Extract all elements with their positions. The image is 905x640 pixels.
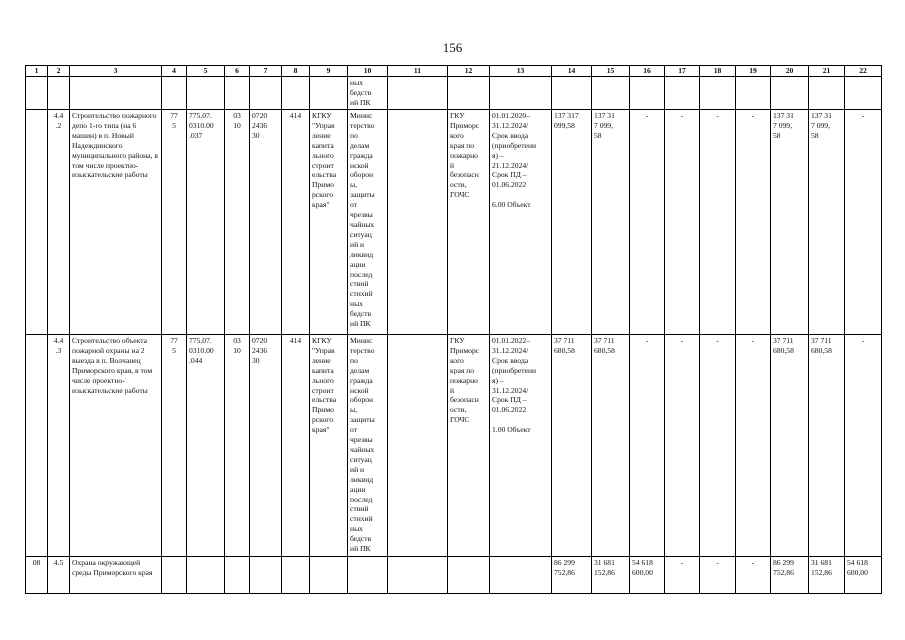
column-header-20: 20 [771,66,809,77]
column-header-15: 15 [592,66,630,77]
column-header-5: 5 [187,66,225,77]
cell-col-22: 54 618 600,00 [845,557,882,594]
cell-col-3: Охрана окружающей среды Приморского края [70,557,162,594]
carry-cell-18 [700,77,736,110]
cell-col-2: 4.4 .3 [48,335,70,557]
column-header-8: 8 [282,66,310,77]
cell-col-5 [187,557,225,594]
cell-col-4: 77 5 [162,335,187,557]
cell-col-1: 08 [26,557,48,594]
cell-col-17: - [665,335,700,557]
column-header-21: 21 [809,66,845,77]
cell-col-8: 414 [282,110,310,335]
carry-cell-3 [70,77,162,110]
cell-col-6: 03 10 [225,335,250,557]
cell-col-22: - [845,335,882,557]
cell-col-8: 414 [282,335,310,557]
cell-col-8 [282,557,310,594]
cell-col-2: 4.5 [48,557,70,594]
cell-col-21: 31 681 152,86 [809,557,845,594]
table-row [26,110,882,335]
column-header-19: 19 [736,66,771,77]
cell-col-14: 86 299 752,86 [552,557,592,594]
cell-col-9: КГКУ "Управ ление капита льного строит ельства Примо рского края" [310,110,348,335]
cell-col-2: 4.4 .2 [48,110,70,335]
cell-col-11 [388,110,448,335]
carry-cell-7 [250,77,282,110]
cell-col-18: - [700,335,736,557]
carry-cell-16 [630,77,665,110]
cell-col-7 [250,557,282,594]
cell-col-19: - [736,335,771,557]
cell-col-10: Минис терство по делам гражда нской оборон ы, защиты от чрезвы чайных ситуац ий и ликвид ации послед ствий стихий ных бедств ий ПК [348,335,388,557]
cell-col-3: Строительство пожарного депо 1-го типа (на 6 машин) в п. Новый Надеждинского муниципального района, в том числе проектно-изыскательские работы [70,110,162,335]
column-header-16: 16 [630,66,665,77]
carry-cell-4 [162,77,187,110]
cell-col-16: - [630,335,665,557]
cell-col-11 [388,335,448,557]
carry-cell-19 [736,77,771,110]
cell-col-13: 01.01.2020– 31.12.2024/ Срок ввода (приобретени я) – 21.12.2024/ Срок ПД – 01.06.2022 6.00 Объект [490,110,552,335]
cell-col-3: Строительство объекта пожарной охраны на 2 выезда в п. Волчанец Приморского края, в том числе проектно-изыскательские работы [70,335,162,557]
column-header-4: 4 [162,66,187,77]
cell-col-9: КГКУ "Управ ление капита льного строит ельства Примо рского края" [310,335,348,557]
cell-col-12: ГКУ Приморс кого края по пожарно й безопасн ости, ГОЧС [448,110,490,335]
table-row [26,335,882,557]
budget-table [25,65,882,594]
carry-cell-17 [665,77,700,110]
column-header-11: 11 [388,66,448,77]
carry-cell-12 [448,77,490,110]
cell-col-10 [348,557,388,594]
cell-col-14: 137 317 099,58 [552,110,592,335]
carry-cell-15 [592,77,630,110]
carry-cell-21 [809,77,845,110]
cell-col-15: 37 711 680,58 [592,335,630,557]
cell-col-5: 775.07. 0310.00 .044 [187,335,225,557]
cell-col-11 [388,557,448,594]
cell-col-19: - [736,110,771,335]
cell-col-1 [26,335,48,557]
carry-cell-14 [552,77,592,110]
carry-cell-6 [225,77,250,110]
cell-col-12: ГКУ Приморс кого края по пожарно й безопасн ости, ГОЧС [448,335,490,557]
cell-col-5: 775.07. 0310.00 .037 [187,110,225,335]
carry-cell-9 [310,77,348,110]
carry-cell-10: ных бедств ий ПК [348,77,388,110]
cell-col-22: - [845,110,882,335]
carry-cell-2 [48,77,70,110]
column-header-22: 22 [845,66,882,77]
cell-col-15: 137 31 7 099, 58 [592,110,630,335]
carry-cell-13 [490,77,552,110]
cell-col-18: - [700,110,736,335]
column-header-10: 10 [348,66,388,77]
carry-cell-5 [187,77,225,110]
column-header-17: 17 [665,66,700,77]
cell-col-20: 37 711 680,58 [771,335,809,557]
column-header-3: 3 [70,66,162,77]
column-header-14: 14 [552,66,592,77]
cell-col-7: 0720 2436 30 [250,335,282,557]
cell-col-16: - [630,110,665,335]
cell-col-6 [225,557,250,594]
cell-col-17: - [665,110,700,335]
cell-col-14: 37 711 680,58 [552,335,592,557]
cell-col-12 [448,557,490,594]
column-header-12: 12 [448,66,490,77]
table-row [26,557,882,594]
column-header-7: 7 [250,66,282,77]
cell-col-4: 77 5 [162,110,187,335]
cell-col-10: Минис терство по делам гражда нской оборон ы, защиты от чрезвы чайных ситуац ий и ликвид ации послед ствий стихий ных бедств ий ПК [348,110,388,335]
carry-cell-8 [282,77,310,110]
cell-col-1 [26,110,48,335]
column-header-18: 18 [700,66,736,77]
carry-cell-20 [771,77,809,110]
column-header-2: 2 [48,66,70,77]
cell-col-19: - [736,557,771,594]
cell-col-21: 137 31 7 099, 58 [809,110,845,335]
cell-col-6: 03 10 [225,110,250,335]
cell-col-13: 01.01.2022– 31.12.2024/ Срок ввода (приобретени я) – 31.12.2024/ Срок ПД – 01.06.2022 1.00 Объект [490,335,552,557]
column-header-row [26,66,882,77]
cell-col-20: 137 31 7 099, 58 [771,110,809,335]
cell-col-21: 37 711 680,58 [809,335,845,557]
column-header-1: 1 [26,66,48,77]
cell-col-20: 86 299 752,86 [771,557,809,594]
cell-col-7: 0720 2436 30 [250,110,282,335]
carry-cell-1 [26,77,48,110]
page-number: 156 [442,40,463,55]
cell-col-17: - [665,557,700,594]
carry-cell-11 [388,77,448,110]
cell-col-18: - [700,557,736,594]
cell-col-15: 31 681 152,86 [592,557,630,594]
cell-col-9 [310,557,348,594]
column-header-6: 6 [225,66,250,77]
column-header-9: 9 [310,66,348,77]
column-header-13: 13 [490,66,552,77]
carry-over-row [26,77,882,110]
carry-cell-22 [845,77,882,110]
cell-col-13 [490,557,552,594]
cell-col-4 [162,557,187,594]
cell-col-16: 54 618 600,00 [630,557,665,594]
